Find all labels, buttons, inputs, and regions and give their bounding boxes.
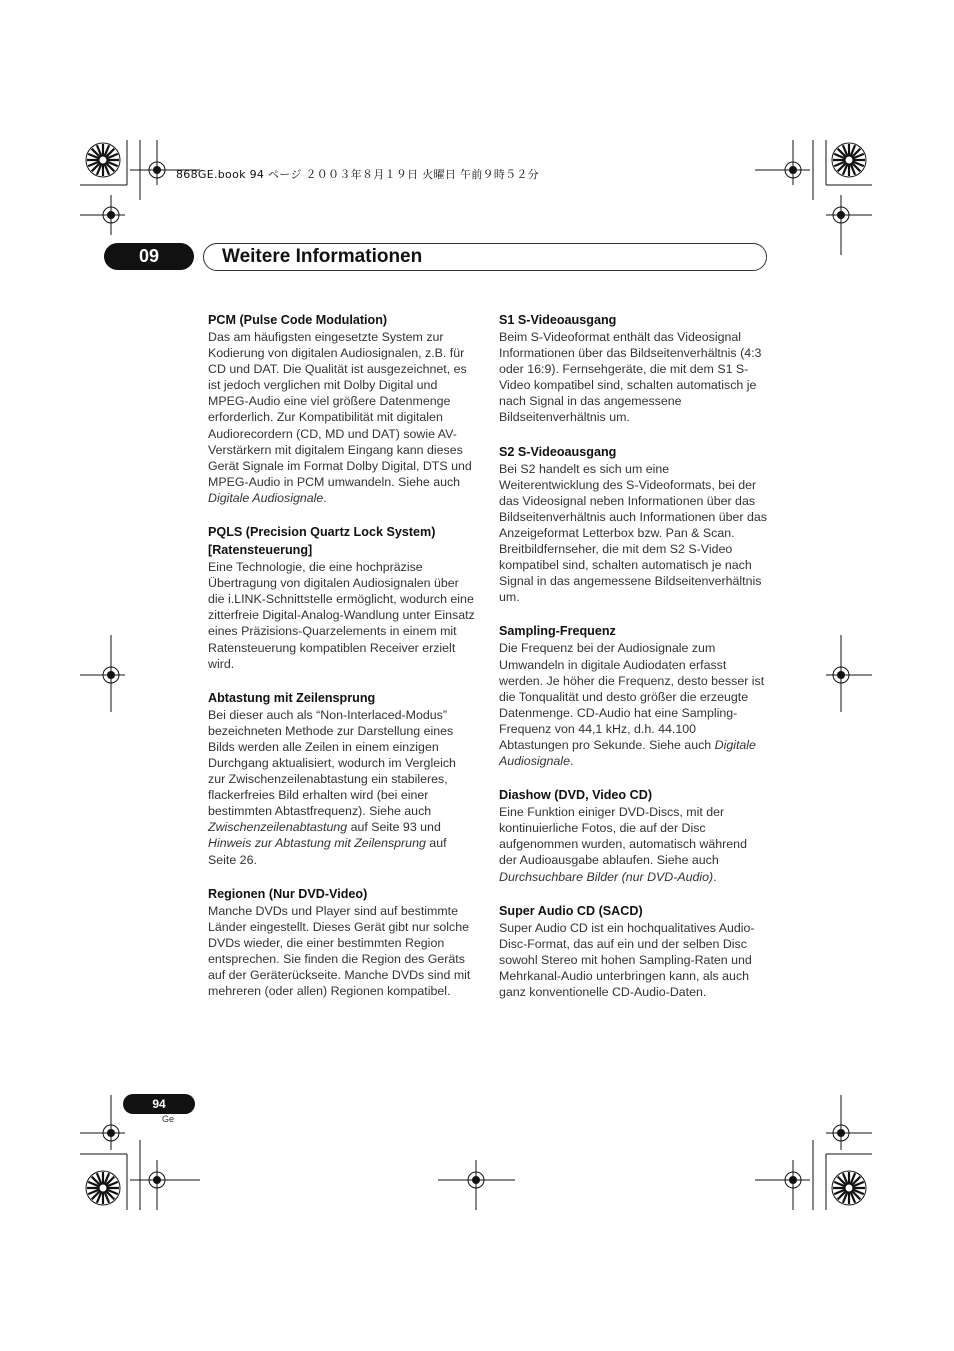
- right-column: [499, 311, 767, 1017]
- glossary-entry: [208, 689, 476, 868]
- entry-heading: PQLS (Precision Quartz Lock System) [Ratensteuerung]: [208, 525, 436, 558]
- entry-body: Eine Technologie, die eine hochpräzise Übertragung von digitalen Audiosignalen über die i.LINK-Schnittstelle ermöglicht, wodurch eine zitterfreie Digital-Analog-Wandlung unter Einsatz eines Präzisions-Quarzelements in einem mit Ratensteuerung kompatiblen Receiver erzielt wird.: [208, 560, 475, 671]
- entry-heading: Sampling-Frequenz: [499, 624, 616, 639]
- entry-heading: Regionen (Nur DVD-Video): [208, 886, 368, 901]
- glossary-entry: [499, 786, 767, 884]
- entry-body: Super Audio CD ist ein hochqualitatives Audio-Disc-Format, das auf ein und der selben Disc sowohl Stereo mit hohen Sampling-Raten und Mehrkanal-Audio unterbringen kann, als auch ganz konventionelle CD-Audio-Daten.: [499, 920, 755, 999]
- glossary-entry: [499, 622, 767, 769]
- glossary-entry: [208, 885, 476, 1000]
- entry-body: Beim S-Videoformat enthält das Videosignal Informationen über das Bildseitenverhältnis (4:3 oder 16:9). Fernsehgeräte, die mit dem S1 S-Video kompatibel sind, schalten automatisch je nach Signal in das angemessene Bildseitenverhältnis um.: [499, 330, 762, 425]
- cross-reference: Digitale Audiosignale: [499, 737, 756, 769]
- glossary-entry: [208, 311, 476, 506]
- page-number-badge: 94: [123, 1094, 195, 1114]
- entry-body: Das am häufigsten eingesetzte System zur Kodierung von digitalen Audiosignalen, z.B. für CD und DAT. Die Qualität ist ausgezeichnet, es ist jedoch verglichen mit Dolby Digital und MPEG-Audio eine viel größere Datenmenge erforderlich. Zur Kompatibilität mit digitalen Audiorecordern (CD, MD und DAT) sowie AV-Verstärkern mit digitalem Eingang kann dieses Gerät Signale im Format Dolby Digital, DTS und MPEG-Audio in PCM umwandeln. Siehe auch Digitale Audiosignale.: [208, 330, 472, 505]
- cross-reference: Durchsuchbare Bilder (nur DVD-Audio): [499, 869, 714, 884]
- entry-body: Bei S2 handelt es sich um eine Weiterentwicklung des S-Videoformats, bei der das Videosignal neben Informationen über das Bildseitenverhältnis auch Informationen über das Anzeigeformat Letterbox bzw. Pan & Scan. Breitbildfernseher, die mit dem S2 S-Video kompatibel sind, schalten automatisch je nach Signal in das angemessene Bildseitenverhältnis um.: [499, 461, 767, 605]
- entry-heading: Diashow (DVD, Video CD): [499, 788, 653, 803]
- left-column: [208, 311, 476, 1016]
- entry-body: Die Frequenz bei der Audiosignale zum Umwandeln in digitale Audiodaten erfasst werden. Je höher die Frequenz, desto besser ist die Tonqualität und desto größer die erzeugte Datenmenge. CD-Audio hat eine Sampling-Frequenz von 44,1 kHz, d.h. 44.100 Abtastungen pro Sekunde. Siehe auch Digitale Audiosignale.: [499, 641, 765, 769]
- entry-heading: Super Audio CD (SACD): [499, 903, 643, 918]
- cross-reference: Digitale Audiosignale: [208, 490, 324, 505]
- cross-reference: Hinweis zur Abtastung mit Zeilensprung: [208, 836, 426, 851]
- chapter-number-badge: 09: [104, 243, 194, 270]
- chapter-title: Weitere Informationen: [222, 246, 423, 267]
- print-header: 868GE.book 94 ページ ２００３年８月１９日 火曜日 午前９時５２分: [176, 168, 540, 181]
- glossary-entry: [499, 311, 767, 426]
- entry-body: Manche DVDs und Player sind auf bestimmte Länder eingestellt. Dieses Gerät gibt nur solche DVDs wieder, die einer bestimmten Region entsprechen. Sie finden die Region des Geräts auf der Geräterückseite. Manche DVDs sind mit mehreren (oder allen) Regionen kompatibel.: [208, 903, 471, 999]
- glossary-entry: [499, 443, 767, 606]
- entry-heading: S2 S-Videoausgang: [499, 444, 617, 459]
- page-language-code: Ge: [162, 1114, 175, 1124]
- entry-heading: Abtastung mit Zeilensprung: [208, 690, 376, 705]
- entry-body: Bei dieser auch als “Non-Interlaced-Modus” bezeichneten Methode zur Darstellung eines Bilds werden alle Zeilen in einem einzigen Durchgang aktualisiert, wodurch im Vergleich zur Zwischenzeilenabtastung ein stabileres, flackerfreies Bild erhalten wird (bei einer bestimmten Abtastfrequenz). Siehe auch Zwischenzeilenabtastung auf Seite 93 und Hinweis zur Abtastung mit Zeilensprung auf Seite 26.: [208, 707, 456, 867]
- glossary-entry: [499, 902, 767, 1000]
- entry-heading: S1 S-Videoausgang: [499, 313, 617, 327]
- cross-reference: Zwischenzeilenabtastung: [208, 820, 348, 835]
- entry-body: Eine Funktion einiger DVD-Discs, mit der kontinuierliche Fotos, die auf der Disc aufgenommen wurden, automatisch während der Audioausgabe ablaufen. Siehe auch Durchsuchbare Bilder (nur DVD-Audio).: [499, 805, 747, 884]
- entry-heading: PCM (Pulse Code Modulation): [208, 313, 388, 327]
- glossary-entry: [208, 523, 476, 672]
